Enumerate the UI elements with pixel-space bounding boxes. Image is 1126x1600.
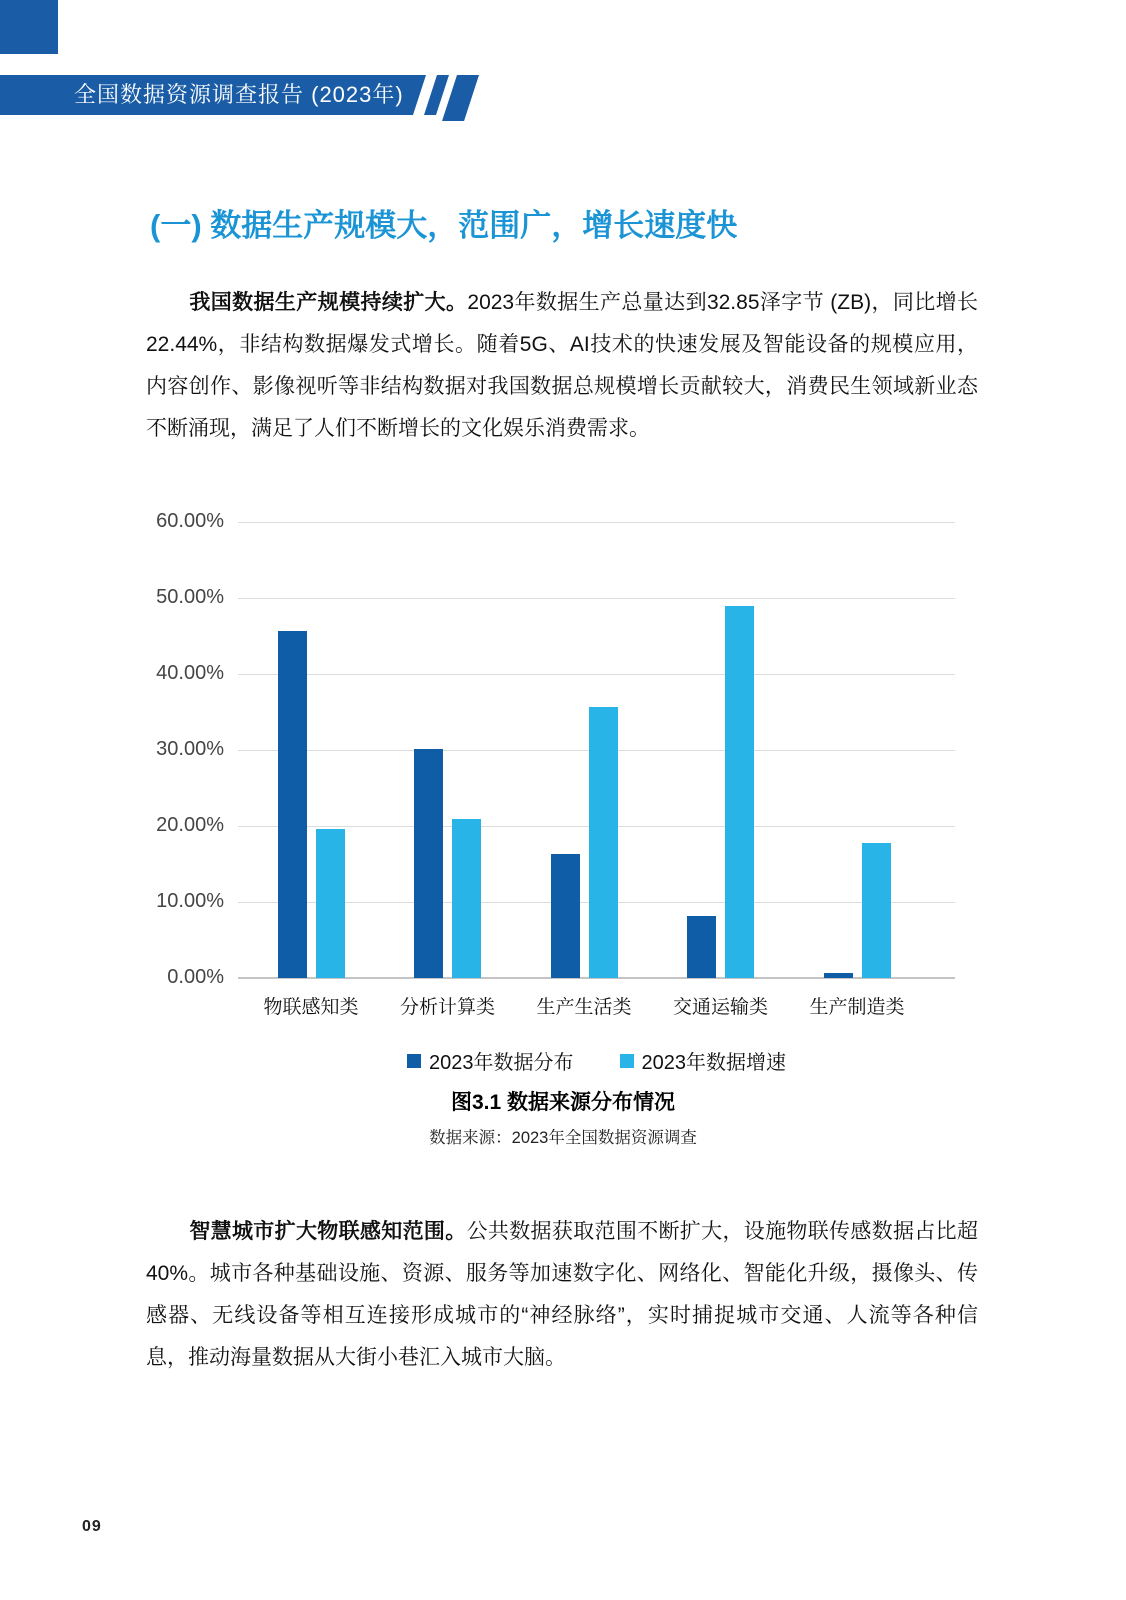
figure-caption: 图3.1 数据来源分布情况 [450,1091,676,1114]
bar-s1-c3 [725,606,754,978]
paragraph-data-scale [146,282,978,450]
x-category-label: 生产生活类 [536,997,632,1018]
bar-s1-c0 [316,829,345,978]
paragraph-lead: 我国数据生产规模持续扩大。 [189,291,468,314]
legend-swatch-icon [620,1054,634,1068]
paragraph-smart-city [146,1211,978,1379]
corner-accent-square [0,0,58,54]
bar-chart [156,510,955,1074]
legend-item [407,1046,574,1075]
paragraph-lead: 智慧城市扩大物联感知范围。 [189,1220,467,1243]
gridline [238,674,955,675]
gridline [238,598,955,599]
page-number: 09 [82,1518,102,1535]
figure-source: 数据来源：2023年全国数据资源调查 [429,1129,697,1147]
legend-swatch-icon [407,1054,421,1068]
y-tick-label: 30.00% [156,738,224,760]
x-category-label: 生产制造类 [809,997,905,1018]
bar-s0-c3 [687,916,716,978]
chart-legend [238,1046,955,1075]
y-tick-label: 20.00% [156,814,224,836]
legend-label: 2023年数据增速 [641,1052,786,1074]
paragraph-body: 2023年数据生产总量达到32.85泽字节 (ZB)，同比增长22.44%，非结构数据爆发式增长。随着5G、AI技术的快速发展及智能设备的规模应用，内容创作、影像视听等非结构数据对我国数据总规模增长贡献较大，消费民生领域新业态不断涌现，满足了人们不断增长的文化娱乐消费需求。 [146,291,979,440]
legend-label: 2023年数据分布 [429,1052,574,1074]
bar-s0-c2 [551,854,580,978]
legend-item [620,1046,787,1075]
gridline [238,522,955,523]
y-tick-label: 50.00% [156,586,224,608]
y-tick-label: 40.00% [156,662,224,684]
bar-s1-c4 [862,843,891,978]
y-tick-label: 0.00% [167,966,224,988]
y-tick-label: 60.00% [156,510,224,532]
report-title: 全国数据资源调查报告 (2023年) [74,82,404,107]
bar-s1-c1 [452,819,481,978]
x-category-label: 交通运输类 [672,997,768,1018]
paragraph-body: 公共数据获取范围不断扩大，设施物联传感数据占比超40%。城市各种基础设施、资源、服务等加速数字化、网络化、智能化升级，摄像头、传感器、无线设备等相互连接形成城市的“神经脉络”，实时捕捉城市交通、人流等各种信息，推动海量数据从大街小巷汇入城市大脑。 [146,1220,979,1369]
bar-s0-c1 [414,749,443,978]
bar-s0-c0 [278,631,307,978]
bar-s1-c2 [589,707,618,978]
x-category-label: 物联感知类 [263,997,359,1018]
x-category-label: 分析计算类 [399,997,495,1018]
banner-stripe-icon [442,75,479,121]
y-tick-label: 10.00% [156,890,224,912]
bar-s0-c4 [824,973,853,978]
section-heading: (一) 数据生产规模大，范围广，增长速度快 [150,208,738,243]
